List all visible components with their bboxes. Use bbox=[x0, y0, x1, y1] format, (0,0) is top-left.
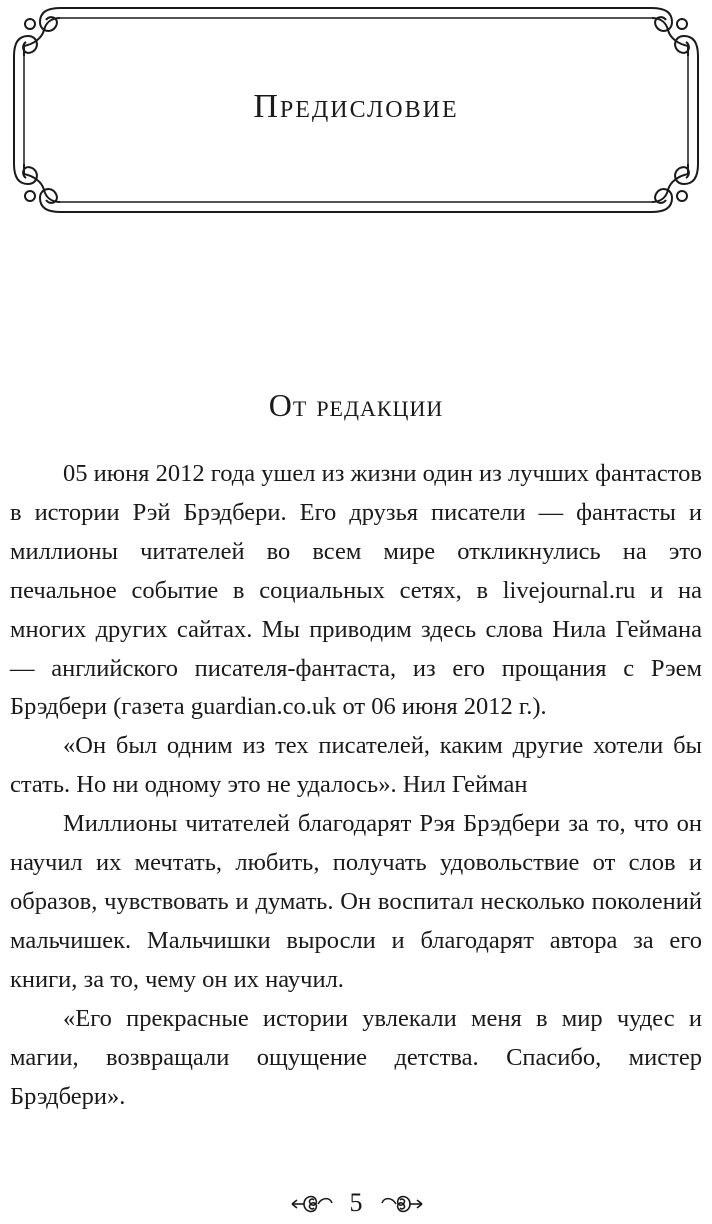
page-number: 5 bbox=[349, 1188, 363, 1217]
body-text bbox=[10, 455, 702, 1116]
section-title: От редакции bbox=[268, 387, 444, 423]
paragraph: «Его прекрасные истории увлекали меня в мир чудес и магии, возвращали ощущение детства. Спасибо, мистер Брэдбери». bbox=[10, 1004, 702, 1110]
paragraph: «Он был одним из тех писателей, каким другие хотели бы стать. Но ни одному это не удалось». Нил Гейман bbox=[10, 732, 702, 799]
chapter-title: Предисловие bbox=[253, 88, 459, 125]
page-footer bbox=[0, 1185, 712, 1221]
paragraph: 05 июня 2012 года ушел из жизни один из лучших фантастов в истории Рэй Брэдбери. Его друзья писатели — фантасты и миллионы читателей во всем мире откликнулись на это печальное событие в социальных сетях, в livejournal.ru и на многих других сайтах. Мы приводим здесь слова Нила Геймана — английского писателя-фантаста, из его прощания с Рэем Брэдбери (газета guardian.co.uk от 06 июня 2012 г.). bbox=[10, 460, 702, 721]
right-flourish-icon bbox=[380, 1191, 424, 1217]
paragraph: Миллионы читателей благодарят Рэя Брэдбери за то, что он научил их мечтать, любить, получать удовольствие от слов и образов, чувствовать и думать. Он воспитал несколько поколений мальчишек. Мальчишки выросли и благодарят автора за его книги, за то, чему он их научил. bbox=[10, 810, 702, 993]
